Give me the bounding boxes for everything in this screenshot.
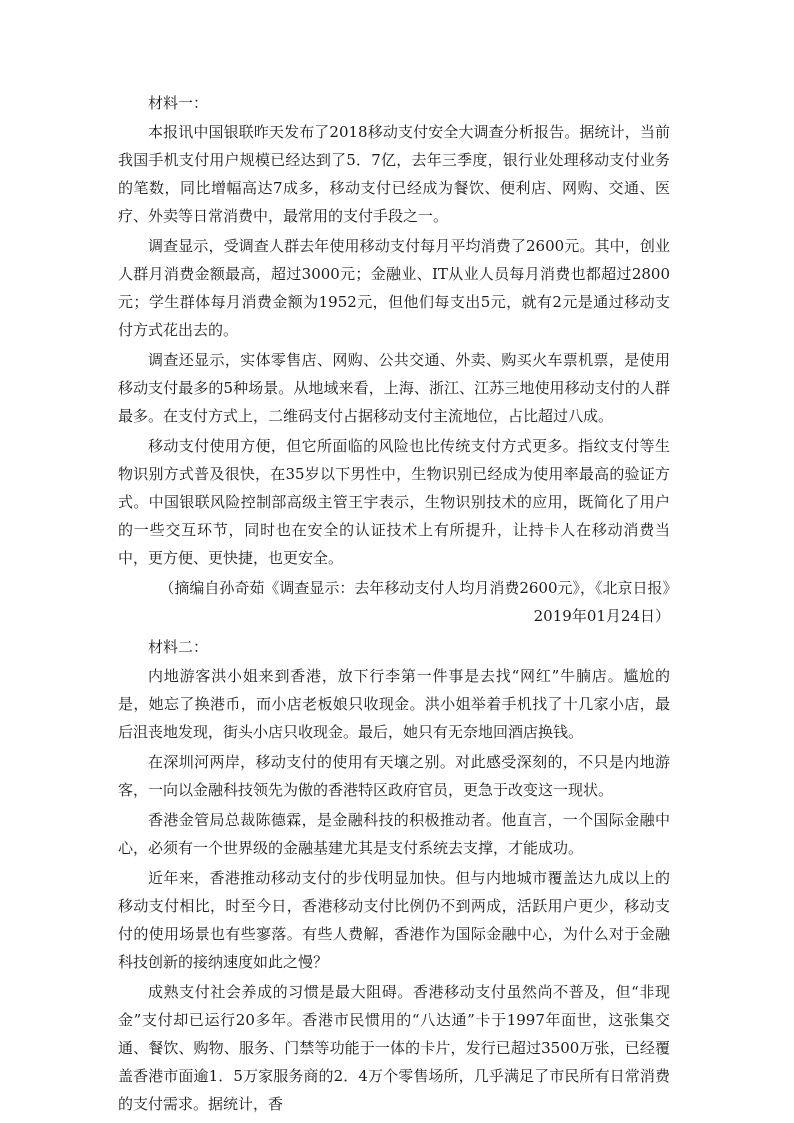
- document-page: [118, 88, 670, 1118]
- material-two-paragraph-1: 内地游客洪小姐来到香港，放下行李第一件事是去找“网红”牛腩店。尴尬的是，她忘了换港币，而小店老板娘只收现金。洪小姐举着手机找了十几家小店，最后沮丧地发现，街头小店只收现金。最后，她只有无奈地回酒店换钱。: [118, 667, 670, 741]
- material-two-paragraph-3: 香港金管局总裁陈德霖，是金融科技的积极推动者。他直言，一个国际金融中心，必须有一个世界级的金融基建尤其是支付系统去支撑，才能成功。: [118, 811, 670, 857]
- material-one-paragraph-2: 调查显示，受调查人群去年使用移动支付每月平均消费了2600元。其中，创业人群月消费金额最高，超过3000元；金融业、IT从业人员每月消费也都超过2800元；学生群体每月消费金额为1952元，但他们每支出5元，就有2元是通过移动支付方式花出去的。: [118, 237, 670, 339]
- material-one-paragraph-3: 调查还显示，实体零售店、网购、公共交通、外卖、购买火车票机票，是使用移动支付最多的5种场景。从地域来看，上海、浙江、江苏三地使用移动支付的人群最多。在支付方式上，二维码支付占据移动支付主流地位，占比超过八成。: [118, 351, 670, 425]
- material-two-title: 材料二：: [148, 638, 209, 656]
- material-two-paragraph-5: 成熟支付社会养成的习惯是最大阻碍。香港移动支付虽然尚不普及，但“非现金”支付却已运行20多年。香港市民惯用的“八达通”卡于1997年面世，这张集交通、餐饮、购物、服务、门禁等功能于一体的卡片，发行已超过3500万张，已经覆盖香港市面逾1．5万家服务商的2．4万个零售场所，几乎满足了市民所有日常消费的支付需求。据统计，香: [118, 983, 670, 1113]
- material-one-source: （摘编自孙奇茹《调查显示：去年移动支付人均月消费2600元》，《北京日报》2019年01月24日）: [159, 579, 670, 625]
- material-one-paragraph-1: 本报讯中国银联昨天发布了2018移动支付安全大调查分析报告。据统计，当前我国手机支付用户规模已经达到了5．7亿，去年三季度，银行业处理移动支付业务的笔数，同比增幅高达7成多，移动支付已经成为餐饮、便利店、网购、交通、医疗、外卖等日常消费中，最常用的支付手段之一。: [118, 123, 670, 225]
- material-two-paragraph-2: 在深圳河两岸，移动支付的使用有天壤之别。对此感受深刻的，不只是内地游客，一向以金融科技领先为傲的香港特区政府官员，更急于改变这一现状。: [118, 753, 670, 799]
- material-one-paragraph-4: 移动支付使用方便，但它所面临的风险也比传统支付方式更多。指纹支付等生物识别方式普及很快，在35岁以下男性中，生物识别已经成为使用率最高的验证方式。中国银联风险控制部高级主管王宇表示，生物识别技术的应用，既简化了用户的一些交互环节，同时也在安全的认证技术上有所提升，让持卡人在移动消费当中，更方便、更快捷，也更安全。: [118, 437, 670, 567]
- material-one-title: 材料一：: [148, 94, 209, 112]
- material-two-paragraph-4: 近年来，香港推动移动支付的步伐明显加快。但与内地城市覆盖达九成以上的移动支付相比，时至今日，香港移动支付比例仍不到两成，活跃用户更少，移动支付的使用场景也有些寥落。有些人费解，香港作为国际金融中心，为什么对于金融科技创新的接纳速度如此之慢？: [118, 869, 670, 971]
